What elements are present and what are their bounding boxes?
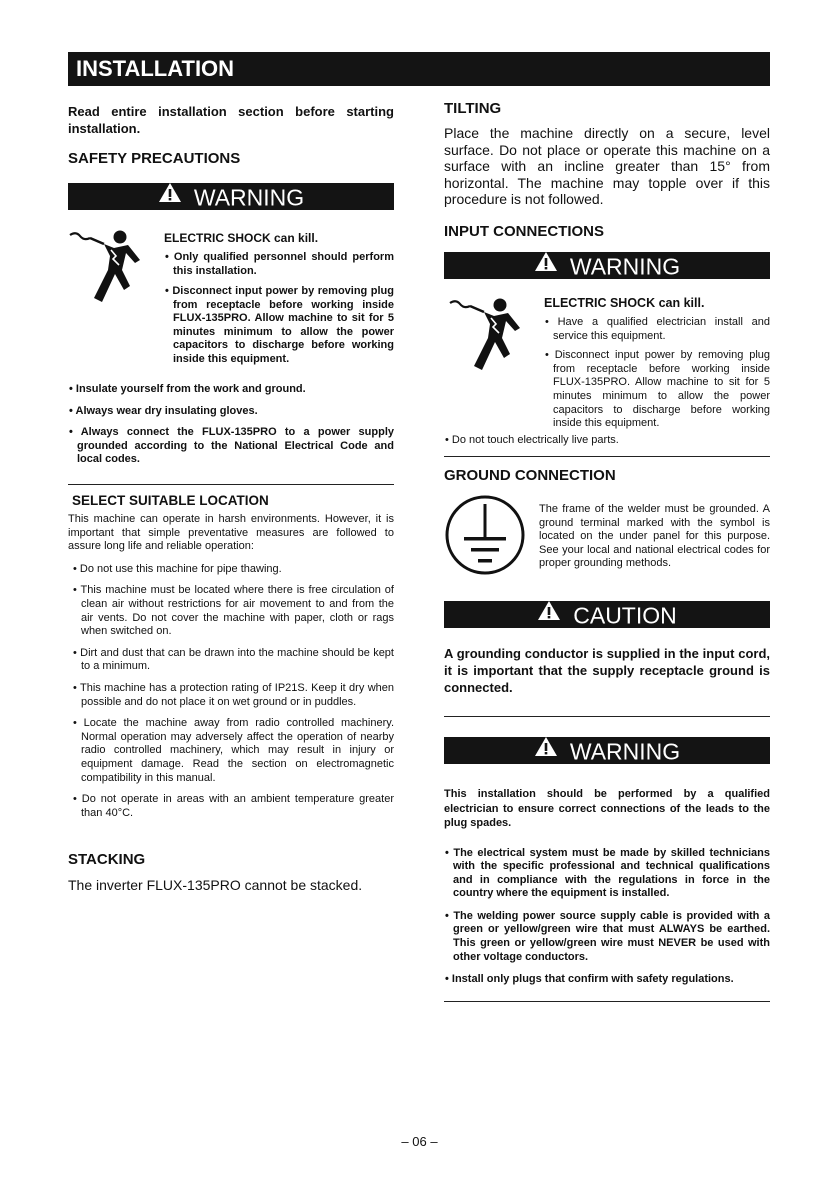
install-requirements	[444, 787, 770, 987]
shock-bullet-disconnect	[165, 285, 394, 367]
input-connections-heading: INPUT CONNECTIONS	[444, 223, 605, 240]
shock-title: ELECTRIC SHOCK can kill.	[544, 296, 705, 310]
shock-title: ELECTRIC SHOCK can kill.	[164, 231, 319, 245]
warning-label: WARNING	[569, 738, 681, 765]
ground-text: The frame of the welder must be grounded. A ground terminal marked with the symbol is located on the under panel for this purpose. See your local and national electrical codes for proper grounding methods.	[539, 503, 770, 570]
stacking-text: The inverter FLUX-135PRO cannot be stacked.	[68, 877, 363, 893]
location-bullet: • This machine has a protection rating of IP21S. Keep it dry when possible and do not place it on wet ground or in puddles.	[73, 681, 394, 708]
tilting-text: Place the machine directly on a secure, level surface. Do not place or operate this machine on a surface with an incline greater than 15° from horizontal. The machine may topple over if this procedure is not followed.	[444, 125, 770, 207]
electric-shock-icon	[448, 294, 526, 374]
ground-connection-heading: GROUND CONNECTION	[444, 467, 616, 484]
tilting-heading: TILTING	[444, 100, 502, 117]
warning-triangle-icon	[158, 182, 182, 209]
warning-triangle-icon	[534, 736, 558, 763]
shock-warning-left	[164, 231, 394, 283]
caution-text: A grounding conductor is supplied in the input cord, it is important that the supply receptacle ground is connected.	[444, 646, 770, 695]
shock-bullet-text: • Disconnect input power by removing plug from receptacle before working inside FLUX-135PRO. Allow machine to sit for 5 minutes minimum to allow the power capacitors to discharge before working inside this equipment.	[165, 285, 394, 365]
warning-label: WARNING	[569, 253, 681, 280]
caution-banner	[444, 601, 770, 628]
location-intro: This machine can operate in harsh environments. However, it is important that simple preventative measures are followed to assure long life and reliable operation:	[68, 513, 394, 553]
electric-shock-icon	[68, 226, 146, 306]
warning-triangle-icon	[534, 251, 558, 278]
divider	[444, 456, 770, 457]
shock-bullet-wrap-top	[165, 285, 394, 367]
caution-label: CAUTION	[573, 602, 677, 629]
live-parts-note	[444, 434, 770, 448]
divider	[444, 1001, 770, 1002]
safety-bullet: • Always wear dry insulating gloves.	[69, 404, 258, 417]
safety-bullet: • Insulate yourself from the work and ground.	[69, 383, 306, 395]
shock-warning-right	[544, 296, 770, 431]
general-safety-list	[68, 383, 394, 467]
location-section	[68, 513, 394, 820]
divider	[68, 484, 394, 485]
divider	[444, 716, 770, 717]
warning-banner-left	[68, 183, 394, 210]
install-text: This installation should be performed by a qualified electrician to ensure correct connections of the leads to the plug spades.	[444, 788, 770, 829]
location-bullet: • Locate the machine away from radio controlled machinery. Normal operation may adversely affect the operation of nearby radio controlled machinery, which may result in injury or equipment damage. Read the section on electromagnetic compatibility in this manual.	[73, 717, 394, 784]
intro-text: Read entire installation section before starting installation.	[68, 104, 394, 136]
install-bullet: • The electrical system must be made by skilled technicians with the specific professional and technical qualifications and in compliance with the regulations in force in the country where the equipment is installed.	[445, 846, 770, 900]
location-bullet: • Do not operate in areas with an ambient temperature greater than 40°C.	[73, 793, 394, 819]
safety-heading: SAFETY PRECAUTIONS	[68, 150, 241, 167]
location-bullet: • Do not use this machine for pipe thawing.	[73, 562, 282, 575]
location-bullet: • This machine must be located where there is free circulation of clean air without restrictions for air movement to and from the air vents. Do not cover the machine with paper, cloth or rags when switched on.	[73, 584, 394, 638]
location-bullet: • Dirt and dust that can be drawn into the machine should be kept to a minimum.	[73, 646, 394, 673]
shock-bullet: • Disconnect input power by removing plug from receptacle before working inside FLUX-135PRO. Allow machine to sit for 5 minutes minimum to allow the power capacitors to discharge before working inside this equipment.	[545, 349, 770, 430]
page-number: – 06 –	[401, 1134, 438, 1149]
warning-banner-install	[444, 737, 770, 764]
stacking-heading: STACKING	[68, 851, 146, 868]
warning-banner-input	[444, 252, 770, 279]
live-parts-text: • Do not touch electrically live parts.	[445, 434, 619, 446]
ground-symbol-icon	[444, 494, 526, 576]
page-title: INSTALLATION	[76, 56, 235, 81]
warning-label: WARNING	[193, 184, 305, 211]
install-bullet: • Install only plugs that confirm with safety regulations.	[445, 973, 734, 986]
section-title-bar	[68, 52, 770, 86]
location-heading: SELECT SUITABLE LOCATION	[72, 493, 269, 508]
intro-block	[68, 103, 394, 137]
install-bullet: • The welding power source supply cable is provided with a green or yellow/green wire that must ALWAYS be earthed. This green or yellow/green wire must NEVER be used with other voltage conductors.	[445, 909, 770, 963]
caution-triangle-icon	[537, 600, 561, 627]
shock-bullet: • Only qualified personnel should perform this installation.	[165, 251, 394, 277]
shock-bullet: • Have a qualified electrician install and service this equipment.	[545, 316, 770, 342]
safety-bullet: • Always connect the FLUX-135PRO to a power supply grounded according to the National Electrical Code and local codes.	[69, 426, 394, 466]
